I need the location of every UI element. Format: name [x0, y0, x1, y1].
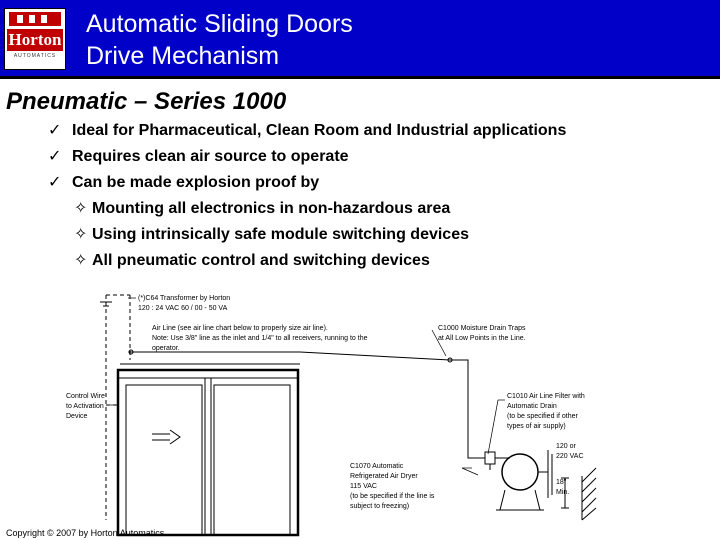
air-line-label: Air Line (see air line chart below to properly size air line). Note: Use 3/8" line as the inlet and 1/4" to all receivers, running to the operator. [152, 325, 368, 352]
logo-wordmark: Horton [8, 30, 62, 49]
page-title-line2: Drive Mechanism [86, 42, 280, 70]
bullet-text: Can be made explosion proof by [72, 174, 320, 191]
checkmark-icon: ✓ [48, 122, 62, 139]
logo-subtext: AUTOMATICS [13, 53, 57, 59]
checkmark-icon: ✓ [48, 174, 62, 191]
air-dryer-icon [495, 450, 552, 510]
clearance-label: 18" Min. [556, 479, 570, 496]
section-subtitle: Pneumatic – Series 1000 [6, 88, 287, 115]
star-bullet-icon: ✧ [74, 226, 88, 243]
voltage-label: 120 or 220 VAC [556, 443, 584, 460]
air-dryer-label: C1070 Automatic Refrigerated Air Dryer 115 VAC (to be specified if the line is subject to freezing) [350, 463, 435, 510]
air-filter-label: C1010 Air Line Filter with Automatic Drain (to be specified if other types of air supply) [507, 393, 585, 430]
sub-bullet-text: Mounting all electronics in non-hazardous area [92, 200, 451, 217]
control-wire-label: Control Wire to Activation Device [66, 393, 105, 420]
sliding-door-frame [118, 364, 300, 535]
transformer-label: (*)C64 Transformer by Horton 120 : 24 VAC 60 / 00 - 50 VA [138, 295, 231, 312]
bullet-text: Ideal for Pharmaceutical, Clean Room and Industrial applications [72, 122, 567, 139]
drain-traps-label: C1000 Moisture Drain Traps at All Low Points in the Line. [438, 325, 526, 342]
sub-bullet-text: Using intrinsically safe module switching devices [92, 226, 469, 243]
air-line [129, 350, 485, 458]
bullet-text: Requires clean air source to operate [72, 148, 349, 165]
page-title-line1: Automatic Sliding Doors [86, 10, 353, 38]
star-bullet-icon: ✧ [74, 200, 88, 217]
checkmark-icon: ✓ [48, 148, 62, 165]
air-line-filter-icon [485, 452, 495, 470]
copyright-text: Copyright © 2007 by Horton Automatics [6, 528, 165, 538]
door-direction-arrow-icon [152, 430, 180, 444]
star-bullet-icon: ✧ [74, 252, 88, 269]
sub-bullet-text: All pneumatic control and switching devices [92, 252, 430, 269]
